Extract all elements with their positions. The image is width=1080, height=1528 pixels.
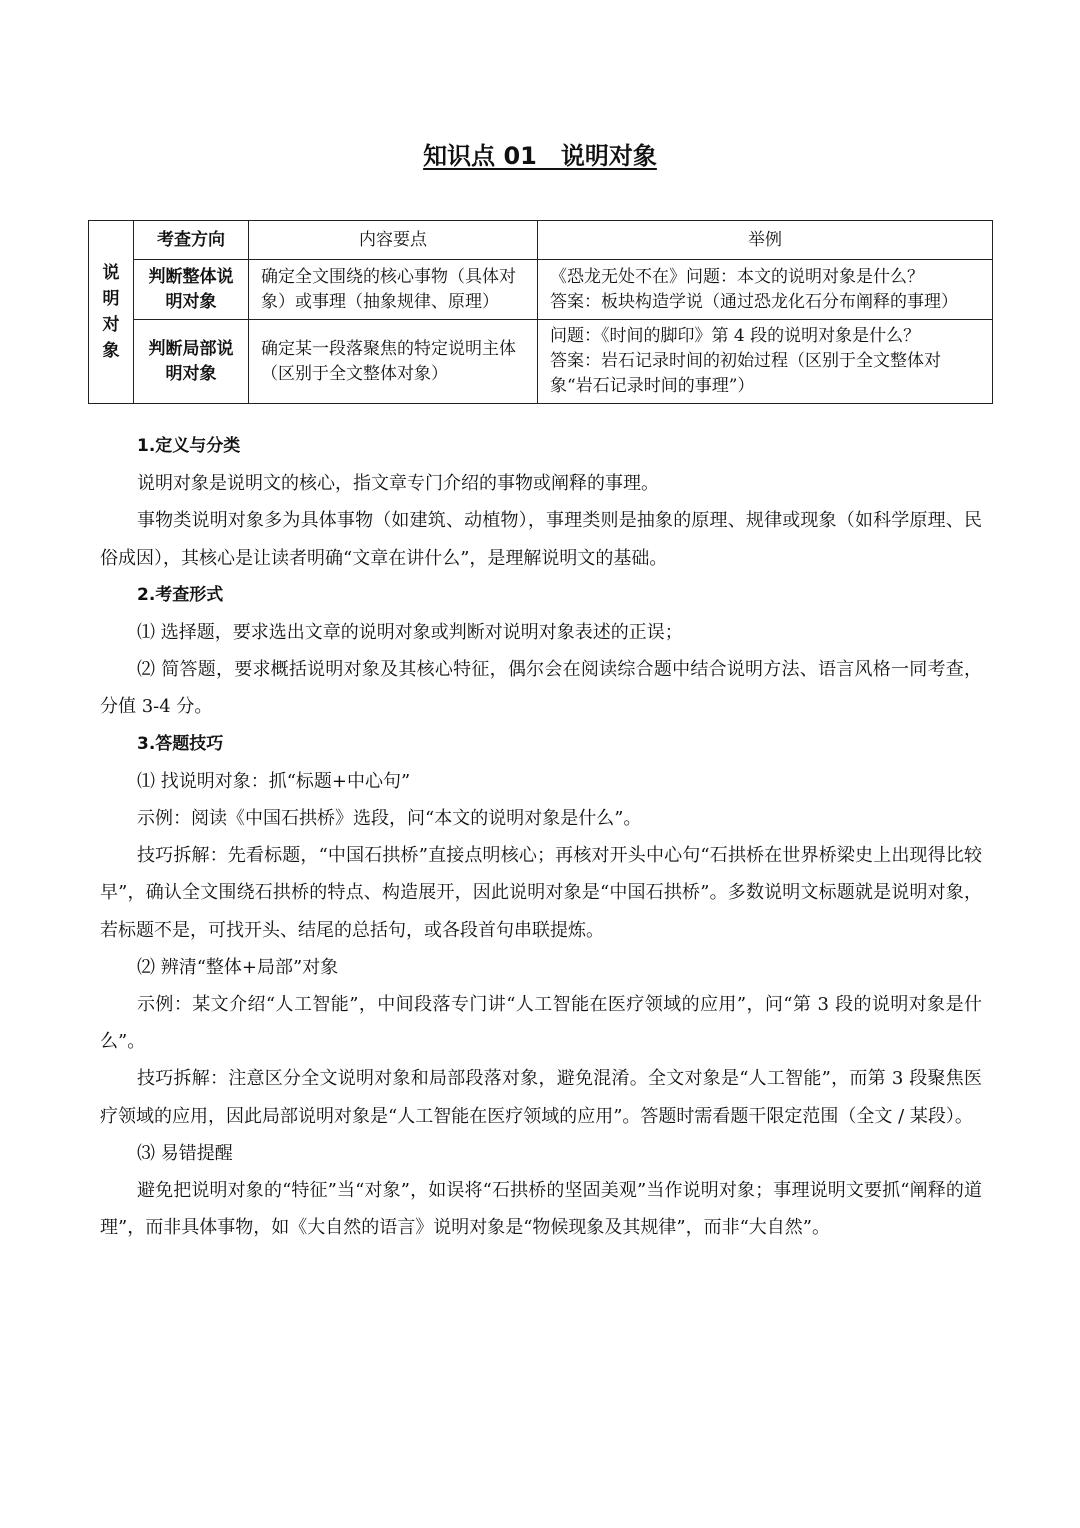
side-label: 说明对象 bbox=[89, 221, 134, 404]
section-heading: 2.考查形式 bbox=[137, 584, 224, 605]
table-row bbox=[89, 260, 993, 320]
header-points: 内容要点 bbox=[249, 221, 538, 260]
paragraph: ⑵ 辨清“整体+局部”对象 bbox=[137, 956, 339, 978]
paragraph: ⑴ 选择题，要求选出文章的说明对象或判断对说明对象表述的正误； bbox=[137, 622, 683, 644]
section-heading: 3.答题技巧 bbox=[137, 733, 224, 754]
knowledge-table bbox=[88, 220, 993, 404]
paragraph: 技巧拆解：注意区分全文说明对象和局部段落对象，避免混淆。全文对象是“人工智能”，而第 3 段聚焦医疗领域的应用，因此局部说明对象是“人工智能在医疗领域的应用”。答题时需看题干限定范围（全文 / 某段）。 bbox=[100, 1068, 982, 1127]
paragraph: 技巧拆解：先看标题，“中国石拱桥”直接点明核心；再核对开头中心句“石拱桥在世界桥梁史上出现得比较早”，确认全文围绕石拱桥的特点、构造展开，因此说明对象是“中国石拱桥”。多数说明文标题就是说明对象，若标题不是，可找开头、结尾的总括句，或各段首句串联提炼。 bbox=[100, 845, 982, 941]
example-answer: 答案：板块构造学说（通过恐龙化石分布阐释的事理） bbox=[550, 291, 958, 312]
direction-cell: 判断局部说明对象 bbox=[134, 320, 249, 404]
paragraph: 示例：某文介绍“人工智能”，中间段落专门讲“人工智能在医疗领域的应用”，问“第 3 段的说明对象是什么”。 bbox=[100, 994, 982, 1053]
page-title: 知识点 01 说明对象 bbox=[423, 142, 657, 170]
body-content bbox=[100, 428, 982, 1246]
example-answer: 答案：岩石记录时间的初始过程（区别于全文整体对象“岩石记录时间的事理”） bbox=[550, 351, 941, 396]
points-cell: 确定全文围绕的核心事物（具体对象）或事理（抽象规律、原理） bbox=[249, 260, 538, 320]
example-question: 问题：《时间的脚印》第 4 段的说明对象是什么？ bbox=[550, 326, 921, 346]
paragraph: ⑴ 找说明对象：抓“标题+中心句” bbox=[137, 770, 411, 792]
header-direction: 考查方向 bbox=[134, 221, 249, 260]
section-heading: 1.定义与分类 bbox=[137, 436, 241, 456]
header-example: 举例 bbox=[538, 221, 993, 260]
example-question: 《恐龙无处不在》问题：本文的说明对象是什么？ bbox=[550, 266, 924, 287]
paragraph: 示例：阅读《中国石拱桥》选段，问“本文的说明对象是什么”。 bbox=[137, 808, 642, 830]
example-cell bbox=[538, 260, 993, 320]
paragraph: 避免把说明对象的“特征”当“对象”，如误将“石拱桥的坚固美观”当作说明对象；事理说明文要抓“阐释的道理”，而非具体事物，如《大自然的语言》说明对象是“物候现象及其规律”，而非“大自然”。 bbox=[100, 1180, 982, 1239]
table-row bbox=[89, 320, 993, 404]
paragraph: ⑶ 易错提醒 bbox=[137, 1142, 233, 1164]
example-cell bbox=[538, 320, 993, 404]
paragraph: 事物类说明对象多为具体事物（如建筑、动植物），事理类则是抽象的原理、规律或现象（如科学原理、民俗成因），其核心是让读者明确“文章在讲什么”，是理解说明文的基础。 bbox=[100, 510, 982, 569]
paragraph: ⑵ 简答题，要求概括说明对象及其核心特征，偶尔会在阅读综合题中结合说明方法、语言风格一同考查，分值 3-4 分。 bbox=[100, 659, 982, 718]
table-header-row bbox=[89, 221, 993, 260]
paragraph: 说明对象是说明文的核心，指文章专门介绍的事物或阐释的事理。 bbox=[137, 473, 659, 495]
points-cell: 确定某一段落聚焦的特定说明主体（区别于全文整体对象） bbox=[249, 320, 538, 404]
direction-cell: 判断整体说明对象 bbox=[134, 260, 249, 320]
